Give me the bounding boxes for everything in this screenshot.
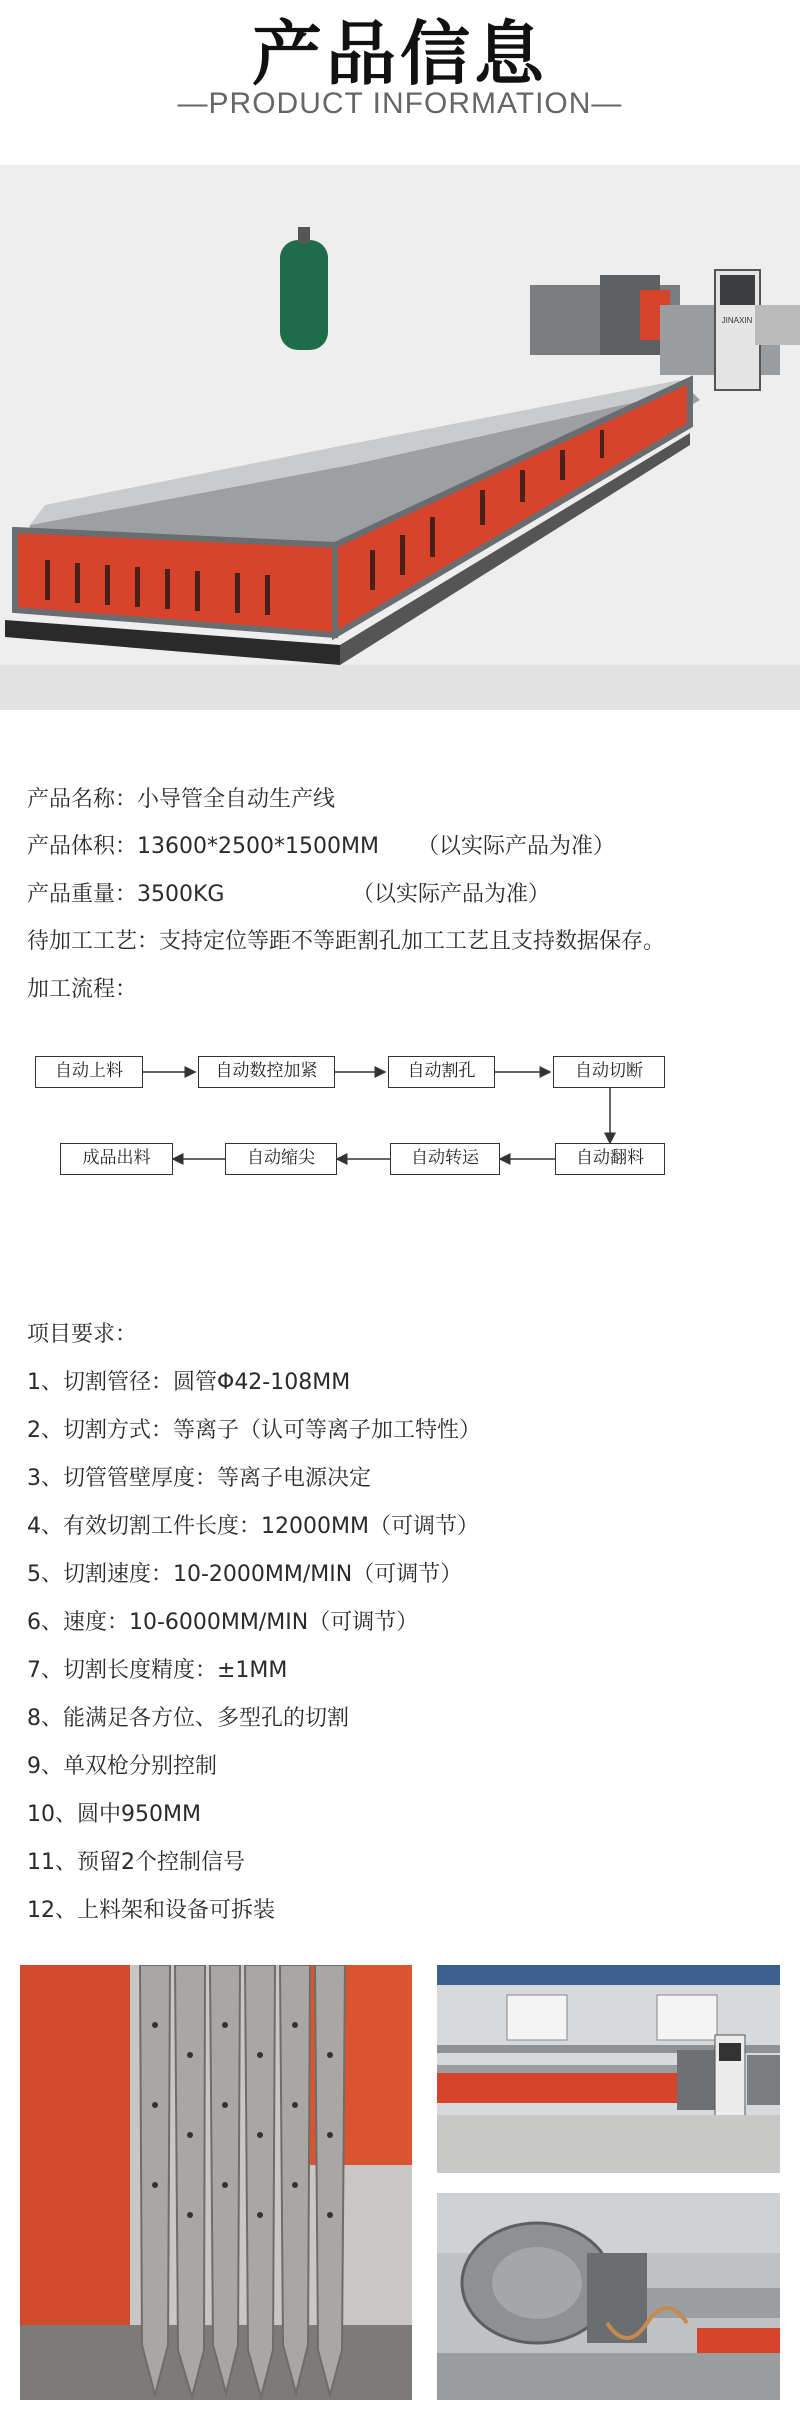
requirement-item: 3、切管管壁厚度：等离子电源决定 [27,1466,371,1491]
requirement-item: 2、切割方式：等离子（认可等离子加工特性） [27,1418,481,1443]
requirement-item: 11、预留2个控制信号 [27,1850,245,1875]
page-subtitle: —PRODUCT INFORMATION— [177,87,623,120]
machine-brand-label: JINAXIN [721,316,753,325]
requirement-item: 4、有效切割工件长度：12000MM（可调节） [27,1514,479,1539]
flow-step-8: 成品出料 [60,1143,173,1175]
product-volume [27,832,616,862]
product-name: 产品名称：小导管全自动生产线 [27,787,336,812]
page-title: 产品信息 [252,13,548,95]
requirement-item: 12、上料架和设备可拆装 [27,1898,275,1923]
factory-photo [437,1965,780,2173]
requirement-item: 8、能满足各方位、多型孔的切割 [27,1706,349,1731]
flow-step-7: 自动缩尖 [225,1143,337,1175]
flow-step-2: 自动数控加紧 [198,1056,335,1088]
flow-step-6: 自动转运 [390,1143,500,1175]
product-weight-value: 产品重量：3500KG [27,882,225,907]
requirement-item: 5、切割速度：10-2000MM/MIN（可调节） [27,1562,463,1587]
process-flow-diagram [30,1055,680,1185]
process-support: 待加工工艺：支持定位等距不等距割孔加工工艺且支持数据保存。 [27,929,666,954]
air-tank [280,240,328,350]
product-volume-note: （以实际产品为准） [417,834,616,859]
pipes-photo [20,1965,412,2400]
product-hero-image [0,165,800,710]
requirement-item: 10、圆中950MM [27,1802,201,1827]
flow-step-4: 自动切断 [553,1056,665,1088]
requirements-title: 项目要求： [27,1322,138,1347]
production-line-illustration [0,165,800,710]
requirement-item: 1、切割管径：圆管Φ42-108MM [27,1370,351,1395]
flow-title: 加工流程： [27,977,138,1002]
requirement-item: 9、单双枪分别控制 [27,1754,217,1779]
machine-closeup-photo [437,2193,780,2400]
page-header [0,0,800,165]
product-volume-value: 产品体积：13600*2500*1500MM [27,834,379,859]
flow-step-1: 自动上料 [35,1056,143,1088]
requirement-item: 6、速度：10-6000MM/MIN（可调节） [27,1610,419,1635]
product-weight-note: （以实际产品为准） [352,882,551,907]
flow-step-5: 自动翻料 [555,1143,665,1175]
requirement-item: 7、切割长度精度：±1MM [27,1658,288,1683]
product-weight [27,880,551,910]
flow-step-3: 自动割孔 [388,1056,495,1088]
